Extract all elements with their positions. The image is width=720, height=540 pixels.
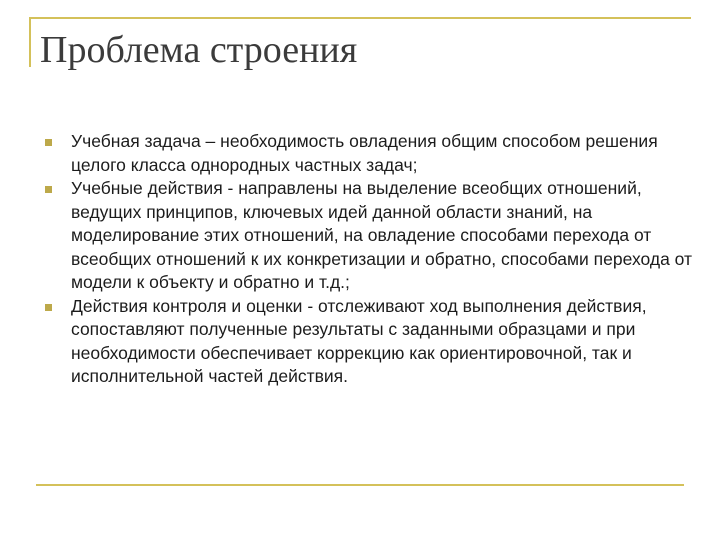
square-bullet-icon [45,139,52,146]
bullet-text: Учебная задача – необходимость овладения общим способом решения целого класса однородных частных задач; [71,131,658,175]
bullet-item-learning-actions [44,177,694,295]
top-decorative-rule [29,17,691,19]
left-decorative-rule [29,17,31,67]
bottom-decorative-rule [36,484,684,486]
bullet-text: Действия контроля и оценки - отслеживают ход выполнения действия, сопоставляют полученные результаты с заданными образцами и при необходимости обеспечивает коррекцию как ориентировочной, так и исполнительной частей действия. [71,295,647,386]
bullet-item-control-actions [44,295,694,389]
bullet-text: Учебные действия - направлены на выделение всеобщих отношений, ведущих принципов, ключевых идей данной области знаний, на моделирование этих отношений, на овладение способами перехода от всеобщих отношений к их конкретизации и обратно, способами перехода от модели к объекту и обратно и т.д.; [71,178,693,292]
square-bullet-icon [45,304,52,311]
bullet-list [44,130,694,389]
bullet-item-learning-task [44,130,694,177]
square-bullet-icon [45,186,52,193]
slide-title: Проблема строения [40,29,358,71]
